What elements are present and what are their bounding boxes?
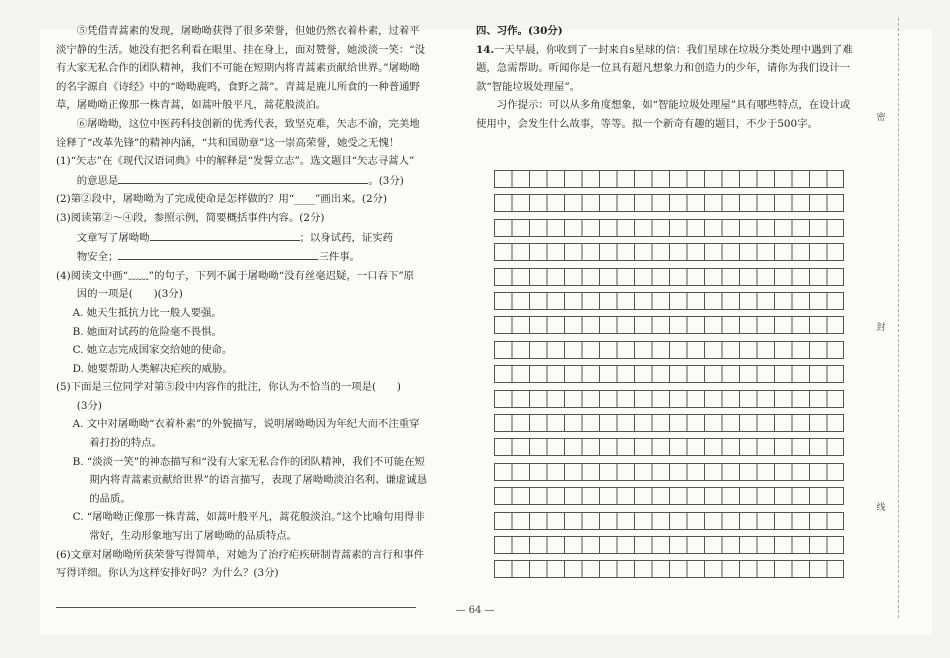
question-1-suffix: 。(3分) — [368, 174, 404, 187]
question-1-answer — [56, 171, 428, 191]
section-title: 四、习作。(30分) — [476, 25, 563, 37]
question-4-option-b: B. 她面对试药的危险毫不畏惧。 — [72, 325, 222, 338]
paragraph-6: ⑥屠呦呦，这位中医药科技创新的优秀代表，致坚克难，矢志不渝，完美地诠释了“改革先锋”的精神内涵，“共和国勋章”这一崇高荣誉，她受之无愧！ — [56, 117, 420, 149]
grid-row[interactable] — [494, 170, 844, 188]
margin-char: 封 — [876, 323, 886, 333]
answer-blank[interactable] — [118, 171, 368, 184]
margin-char: 线 — [876, 503, 886, 513]
question-1-prefix: 的意思是 — [76, 174, 119, 187]
question-5-option-a: A. 文中对屠呦呦“衣着朴素”的外貌描写，说明屠呦呦因为年纪大而不注重穿着打扮的特点。 — [72, 418, 420, 450]
question-6: (6)文章对屠呦呦所获荣誉写得简单，对她为了治疗疟疾研制青蒿素的言行和事件写得详细。你认为这样安排好吗？为什么？(3分) — [56, 548, 424, 580]
answer-blank[interactable] — [150, 228, 300, 241]
question-3-example-c: 物安全； — [76, 251, 119, 264]
margin-char: 密 — [876, 113, 886, 123]
question-3-example-d: 三件事。 — [318, 251, 360, 264]
question-14 — [476, 41, 856, 97]
question-3-example — [56, 228, 428, 248]
question-4-option-c: C. 她立志完成国家交给她的使命。 — [72, 344, 233, 357]
question-1: (1)“矢志”在《现代汉语词典》中的解释是“发誓立志”。选文题目“矢志寻蒿人” — [56, 155, 415, 168]
grid-row[interactable] — [494, 341, 844, 359]
grid-row[interactable] — [494, 536, 844, 554]
grid-row[interactable] — [494, 316, 844, 334]
grid-row[interactable] — [494, 560, 844, 578]
page-number: — 64 — — [455, 605, 495, 616]
question-14-text: 一天早晨，你收到了一封来自s星球的信：我们星球在垃圾分类处理中遇到了难题，急需帮助。听闻你是一位具有超凡想象力和创造力的少年，请你为我们设计一款“智能垃圾处理屋”。 — [476, 43, 853, 93]
question-4-cont: 因的一项是( )(3分) — [76, 288, 183, 301]
composition-grid[interactable] — [494, 170, 844, 582]
question-3-example-cont — [56, 247, 428, 267]
grid-row[interactable] — [494, 414, 844, 432]
question-5-option-c: C. “屠呦呦正像那一株青蒿，如蒿叶般平凡，蒿花般淡泊。”这个比喻句用得非常好，生动形象地写出了屠呦呦的品质特点。 — [72, 511, 425, 543]
binding-margin — [898, 18, 921, 618]
question-2: (2)第②段中，屠呦呦为了完成使命是怎样做的？用“____”画出来。(2分) — [56, 193, 387, 206]
question-5: (5)下面是三位同学对第⑤段中内容作的批注，你认为不恰当的一项是( ) — [56, 381, 401, 394]
grid-row[interactable] — [494, 268, 844, 286]
composition-column — [476, 22, 856, 134]
grid-row[interactable] — [494, 365, 844, 383]
question-3-example-a: 文章写了屠呦呦 — [76, 231, 150, 244]
grid-row[interactable] — [494, 487, 844, 505]
reading-questions-column — [56, 22, 428, 608]
paragraph-5: ⑤凭借青蒿素的发现，屠呦呦获得了很多荣誉，但她仍然衣着朴素，过着平淡宁静的生活。她没有把名利看在眼里、挂在身上，面对赞誉，她淡淡一笑：“没有大家无私合作的团队精神，我们不可能在短期内将青蒿素贡献给世界。”屠呦呦的名字源自《诗经》中的“呦呦鹿鸣，食野之蒿”。青蒿是鹿儿所食的一种普通野草，屠呦呦正像那一株青蒿，如蒿叶般平凡，蒿花般淡泊。 — [56, 25, 425, 112]
question-4-option-d: D. 她要帮助人类解决疟疾的威胁。 — [72, 362, 233, 375]
answer-blank[interactable] — [118, 247, 318, 260]
question-3: (3)阅读第②～④段，参照示例，简要概括事件内容。(2分) — [56, 211, 325, 224]
writing-tip: 习作提示：可以从多角度想象，如“智能垃圾处理屋”具有哪些特点，在设计或使用中，会发生什么故事，等等。拟一个新奇有趣的题目，不少于500字。 — [476, 99, 851, 130]
question-5-cont: (3分) — [76, 399, 102, 412]
question-5-option-b: B. “淡淡一笑”的神态描写和“没有大家无私合作的团队精神，我们不可能在短期内将青蒿素贡献给世界”的语言描写，表现了屠呦呦淡泊名利、谦虚诚恳的品质。 — [72, 455, 428, 505]
grid-row[interactable] — [494, 512, 844, 530]
grid-row[interactable] — [494, 243, 844, 261]
question-14-number: 14. — [476, 43, 495, 56]
grid-row[interactable] — [494, 390, 844, 408]
grid-row[interactable] — [494, 194, 844, 212]
question-4-option-a: A. 她天生抵抗力比一般人要强。 — [72, 306, 222, 319]
grid-row[interactable] — [494, 292, 844, 310]
question-3-example-b: ；以身试药，证实药 — [299, 231, 394, 244]
grid-row[interactable] — [494, 219, 844, 237]
question-4: (4)阅读文中画“﹏﹏”的句子，下列不属于屠呦呦“没有丝毫迟疑，一口吞下”原 — [56, 269, 415, 282]
grid-row[interactable] — [494, 438, 844, 456]
grid-row[interactable] — [494, 463, 844, 481]
